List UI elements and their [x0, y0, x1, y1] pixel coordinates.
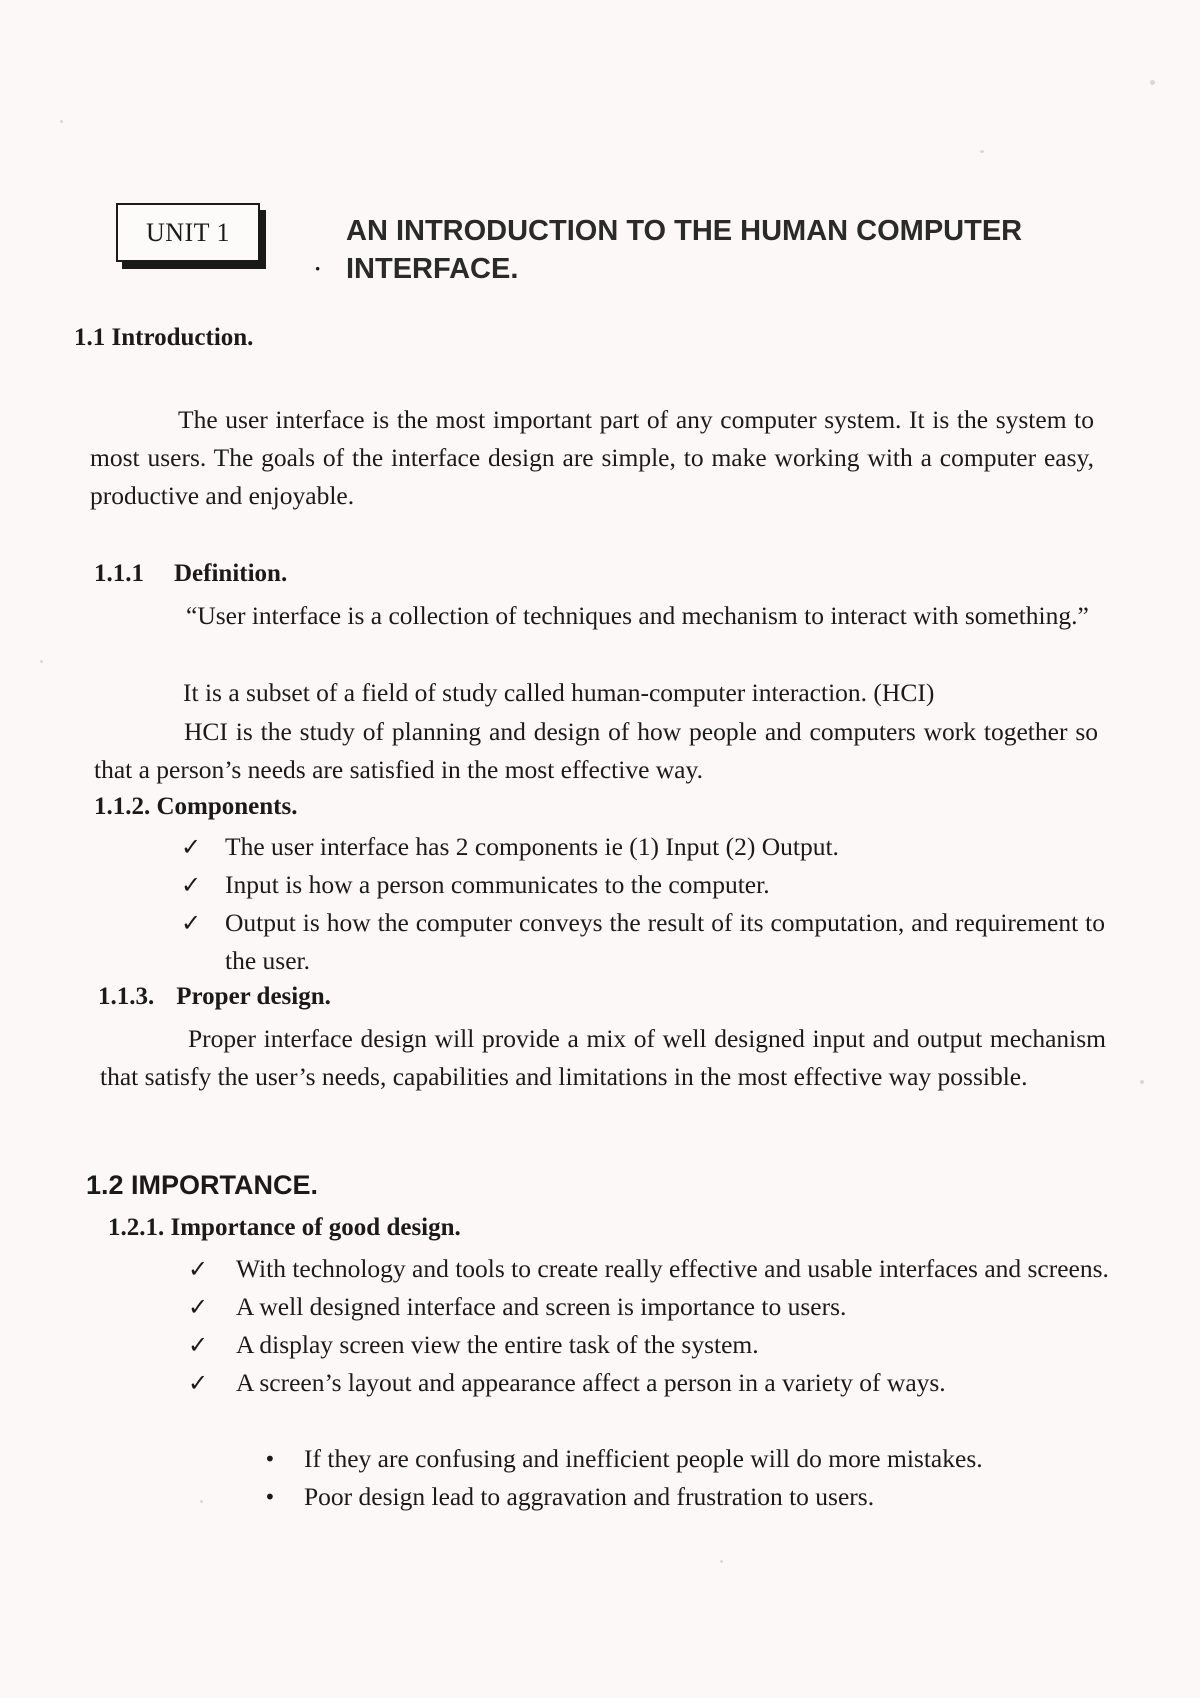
- list-item: ✓ Output is how the computer conveys the result of its computation, and requirement to the user.: [225, 904, 1105, 980]
- subsection-heading-definition: [94, 560, 287, 588]
- definition-quote: “User interface is a collection of techniques and mechanism to interact with something.”: [186, 601, 1089, 630]
- scan-speck: [200, 1500, 203, 1503]
- hci-definition-paragraph: HCI is the study of planning and design of how people and computers work together so that a person’s needs are satisfied in the most effective way.: [94, 717, 1098, 784]
- unit-label: UNIT 1: [145, 217, 231, 247]
- subsection-heading-proper-design: [98, 983, 331, 1011]
- hci-subset-line: It is a subset of a field of study called human-computer interaction. (HCI): [183, 678, 935, 707]
- list-item: ✓ The user interface has 2 components ie (1) Input (2) Output.: [225, 828, 1105, 866]
- list-item: • If they are confusing and inefficient people will do more mistakes.: [304, 1440, 1104, 1478]
- check-icon: ✓: [188, 1331, 209, 1359]
- section-heading-importance: 1.2 IMPORTANCE.: [86, 1170, 319, 1200]
- unit-title: AN INTRODUCTION TO THE HUMAN COMPUTER INTERFACE.: [346, 215, 1023, 285]
- subsection-number: 1.1.3.: [98, 983, 155, 1010]
- scan-speck: [720, 1560, 723, 1563]
- list-item: ✓ With technology and tools to create really effective and usable interfaces and screens.: [236, 1250, 1110, 1288]
- bullet-icon: •: [264, 1485, 276, 1509]
- subsection-title: Definition.: [174, 560, 288, 587]
- list-item: ✓ A display screen view the entire task of the system.: [236, 1326, 1110, 1364]
- section-heading-introduction: 1.1 Introduction.: [74, 324, 254, 351]
- subsection-number: 1.1.1: [94, 560, 144, 587]
- scan-speck: [1150, 80, 1155, 85]
- title-dot: ·: [314, 256, 322, 281]
- bullet-icon: •: [264, 1447, 276, 1471]
- subsection-title: Proper design.: [176, 983, 331, 1010]
- check-icon: ✓: [188, 1369, 209, 1397]
- unit-label-box: [116, 203, 260, 262]
- scan-speck: [1140, 1080, 1144, 1084]
- list-item: ✓ Input is how a person communicates to the computer.: [225, 866, 1105, 904]
- check-icon: ✓: [188, 1293, 209, 1321]
- scan-speck: [60, 120, 63, 123]
- components-list: [181, 828, 1105, 980]
- check-icon: ✓: [181, 833, 202, 861]
- check-icon: ✓: [188, 1255, 209, 1283]
- scan-speck: [980, 150, 984, 153]
- check-icon: ✓: [181, 871, 202, 899]
- list-item: ✓ A well designed interface and screen is importance to users.: [236, 1288, 1110, 1326]
- importance-sub-list: [264, 1440, 1104, 1516]
- proper-design-paragraph: Proper interface design will provide a mix of well designed input and output mechanism that satisfy the user’s needs, capabilities and limitations in the most effective way possible.: [100, 1024, 1106, 1091]
- list-item: ✓ A screen’s layout and appearance affect a person in a variety of ways.: [236, 1364, 1110, 1402]
- list-item: • Poor design lead to aggravation and frustration to users.: [304, 1478, 1104, 1516]
- importance-list: [188, 1250, 1110, 1402]
- check-icon: ✓: [181, 909, 202, 937]
- subsection-heading-components: 1.1.2. Components.: [94, 793, 298, 820]
- subsection-heading-good-design: 1.2.1. Importance of good design.: [108, 1214, 461, 1241]
- introduction-paragraph: The user interface is the most important part of any computer system. It is the system to most users. The goals of the interface design are simple, to make working with a computer easy, productive and enjoyable.: [90, 405, 1094, 510]
- scan-speck: [40, 660, 43, 663]
